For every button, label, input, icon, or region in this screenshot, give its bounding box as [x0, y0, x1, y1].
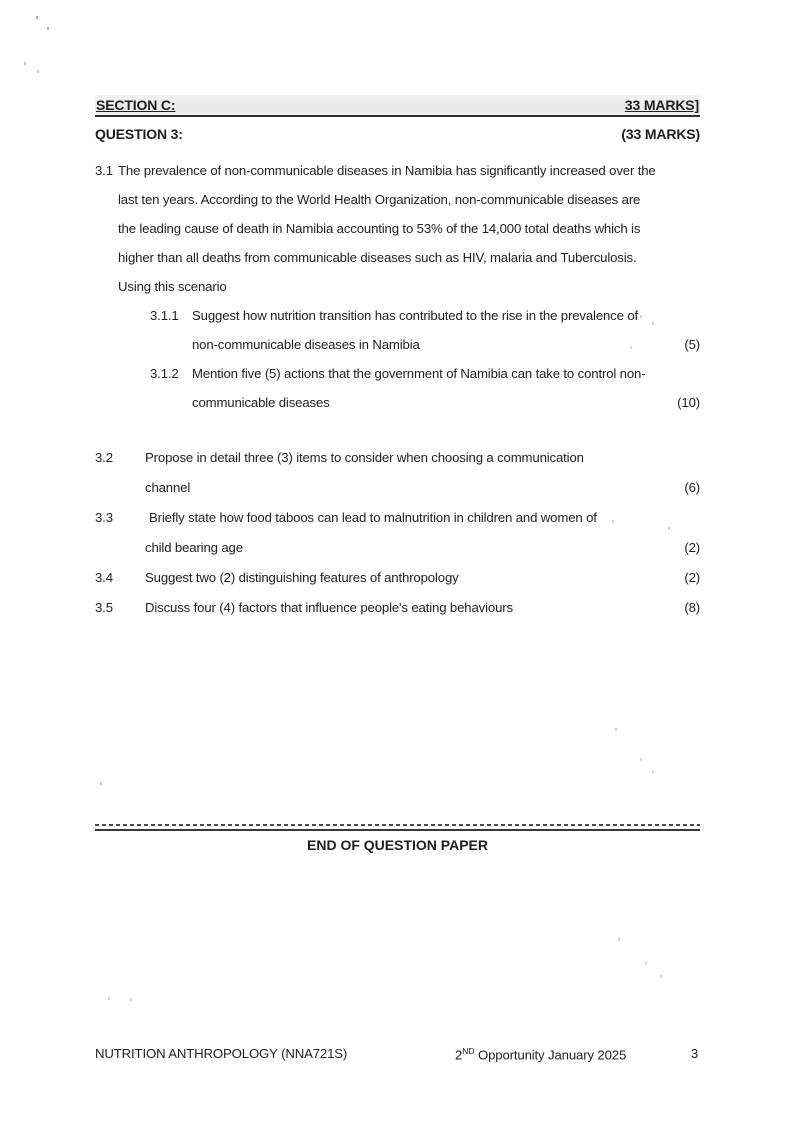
section-header — [95, 95, 700, 117]
question-text: non-communicable diseases in Namibia — [192, 337, 420, 352]
question-marks: (33 MARKS) — [621, 126, 700, 142]
question-text-line: Using this scenario — [118, 279, 227, 294]
question-text-line — [145, 563, 700, 592]
question-text: Suggest two (2) distinguishing features of anthropology — [145, 570, 459, 585]
question-title: QUESTION 3: — [95, 126, 183, 142]
question-number: 3.1 — [95, 163, 113, 178]
marks-value: (2) — [684, 540, 700, 555]
footer-opportunity-ordinal: ND — [462, 1046, 475, 1056]
scan-artifact — [36, 16, 38, 19]
question-text: communicable diseases — [192, 395, 330, 410]
question-text-line: last ten years. According to the World Health Organization, non-communicable diseases are — [118, 192, 641, 207]
question-list — [95, 443, 700, 622]
question-3-2 — [95, 443, 700, 502]
question-text-line — [145, 473, 700, 502]
end-of-paper-block — [95, 824, 700, 853]
question-header — [95, 126, 700, 142]
question-text: child bearing age — [145, 540, 243, 555]
marks-value: (10) — [677, 395, 700, 410]
question-text-line — [192, 388, 700, 417]
question-text-line: Propose in detail three (3) items to consider when choosing a communication — [145, 450, 584, 465]
end-of-paper-label: END OF QUESTION PAPER — [307, 837, 488, 853]
footer-opportunity-text: Opportunity January 2025 — [474, 1047, 627, 1063]
question-text-line: higher than all deaths from communicable diseases such as HIV, malaria and Tuberculosis. — [118, 250, 637, 265]
question-text-line: Suggest how nutrition transition has contributed to the rise in the prevalence of — [192, 308, 639, 323]
question-text-line: the leading cause of death in Namibia accounting to 53% of the 14,000 total deaths which is — [118, 221, 641, 236]
footer-opportunity-number: 2 — [455, 1047, 463, 1063]
question-3-1-2 — [95, 359, 700, 417]
marks-value: (5) — [684, 337, 700, 352]
question-text-line: Briefly state how food taboos can lead to malnutrition in children and women of — [149, 510, 597, 525]
footer-course: NUTRITION ANTHROPOLOGY (NNA721S) — [95, 1046, 348, 1061]
question-3-5 — [95, 593, 700, 622]
question-3-1-1 — [95, 301, 700, 359]
question-text-line — [145, 593, 700, 622]
question-number: 3.1.1 — [150, 308, 179, 323]
question-text: channel — [145, 480, 191, 495]
question-number: 3.1.2 — [150, 366, 179, 381]
section-marks: 33 MARKS] — [624, 97, 699, 113]
divider-solid — [95, 829, 700, 831]
question-text-line: The prevalence of non-communicable diseases in Namibia has significantly increased over the — [118, 163, 656, 178]
question-number: 3.2 — [95, 450, 113, 465]
page-content — [95, 0, 700, 853]
question-text-line — [192, 330, 700, 359]
marks-value: (6) — [684, 480, 700, 495]
question-text-line: Mention five (5) actions that the government of Namibia can take to control non- — [192, 366, 646, 381]
marks-value: (8) — [684, 600, 700, 615]
question-3-4 — [95, 563, 700, 592]
question-3-1 — [95, 156, 700, 301]
question-number: 3.5 — [95, 600, 113, 615]
footer-page-number: 3 — [690, 1046, 698, 1061]
marks-value: (2) — [684, 570, 700, 585]
question-number: 3.3 — [95, 510, 113, 525]
question-text-line — [145, 533, 700, 562]
question-number: 3.4 — [95, 570, 113, 585]
question-text: Discuss four (4) factors that influence people's eating behaviours — [145, 600, 513, 615]
section-label: SECTION C: — [96, 97, 176, 113]
question-3-3 — [95, 503, 700, 562]
page-footer — [95, 1046, 700, 1066]
footer-opportunity — [455, 1046, 626, 1062]
divider-dashed — [95, 824, 700, 826]
